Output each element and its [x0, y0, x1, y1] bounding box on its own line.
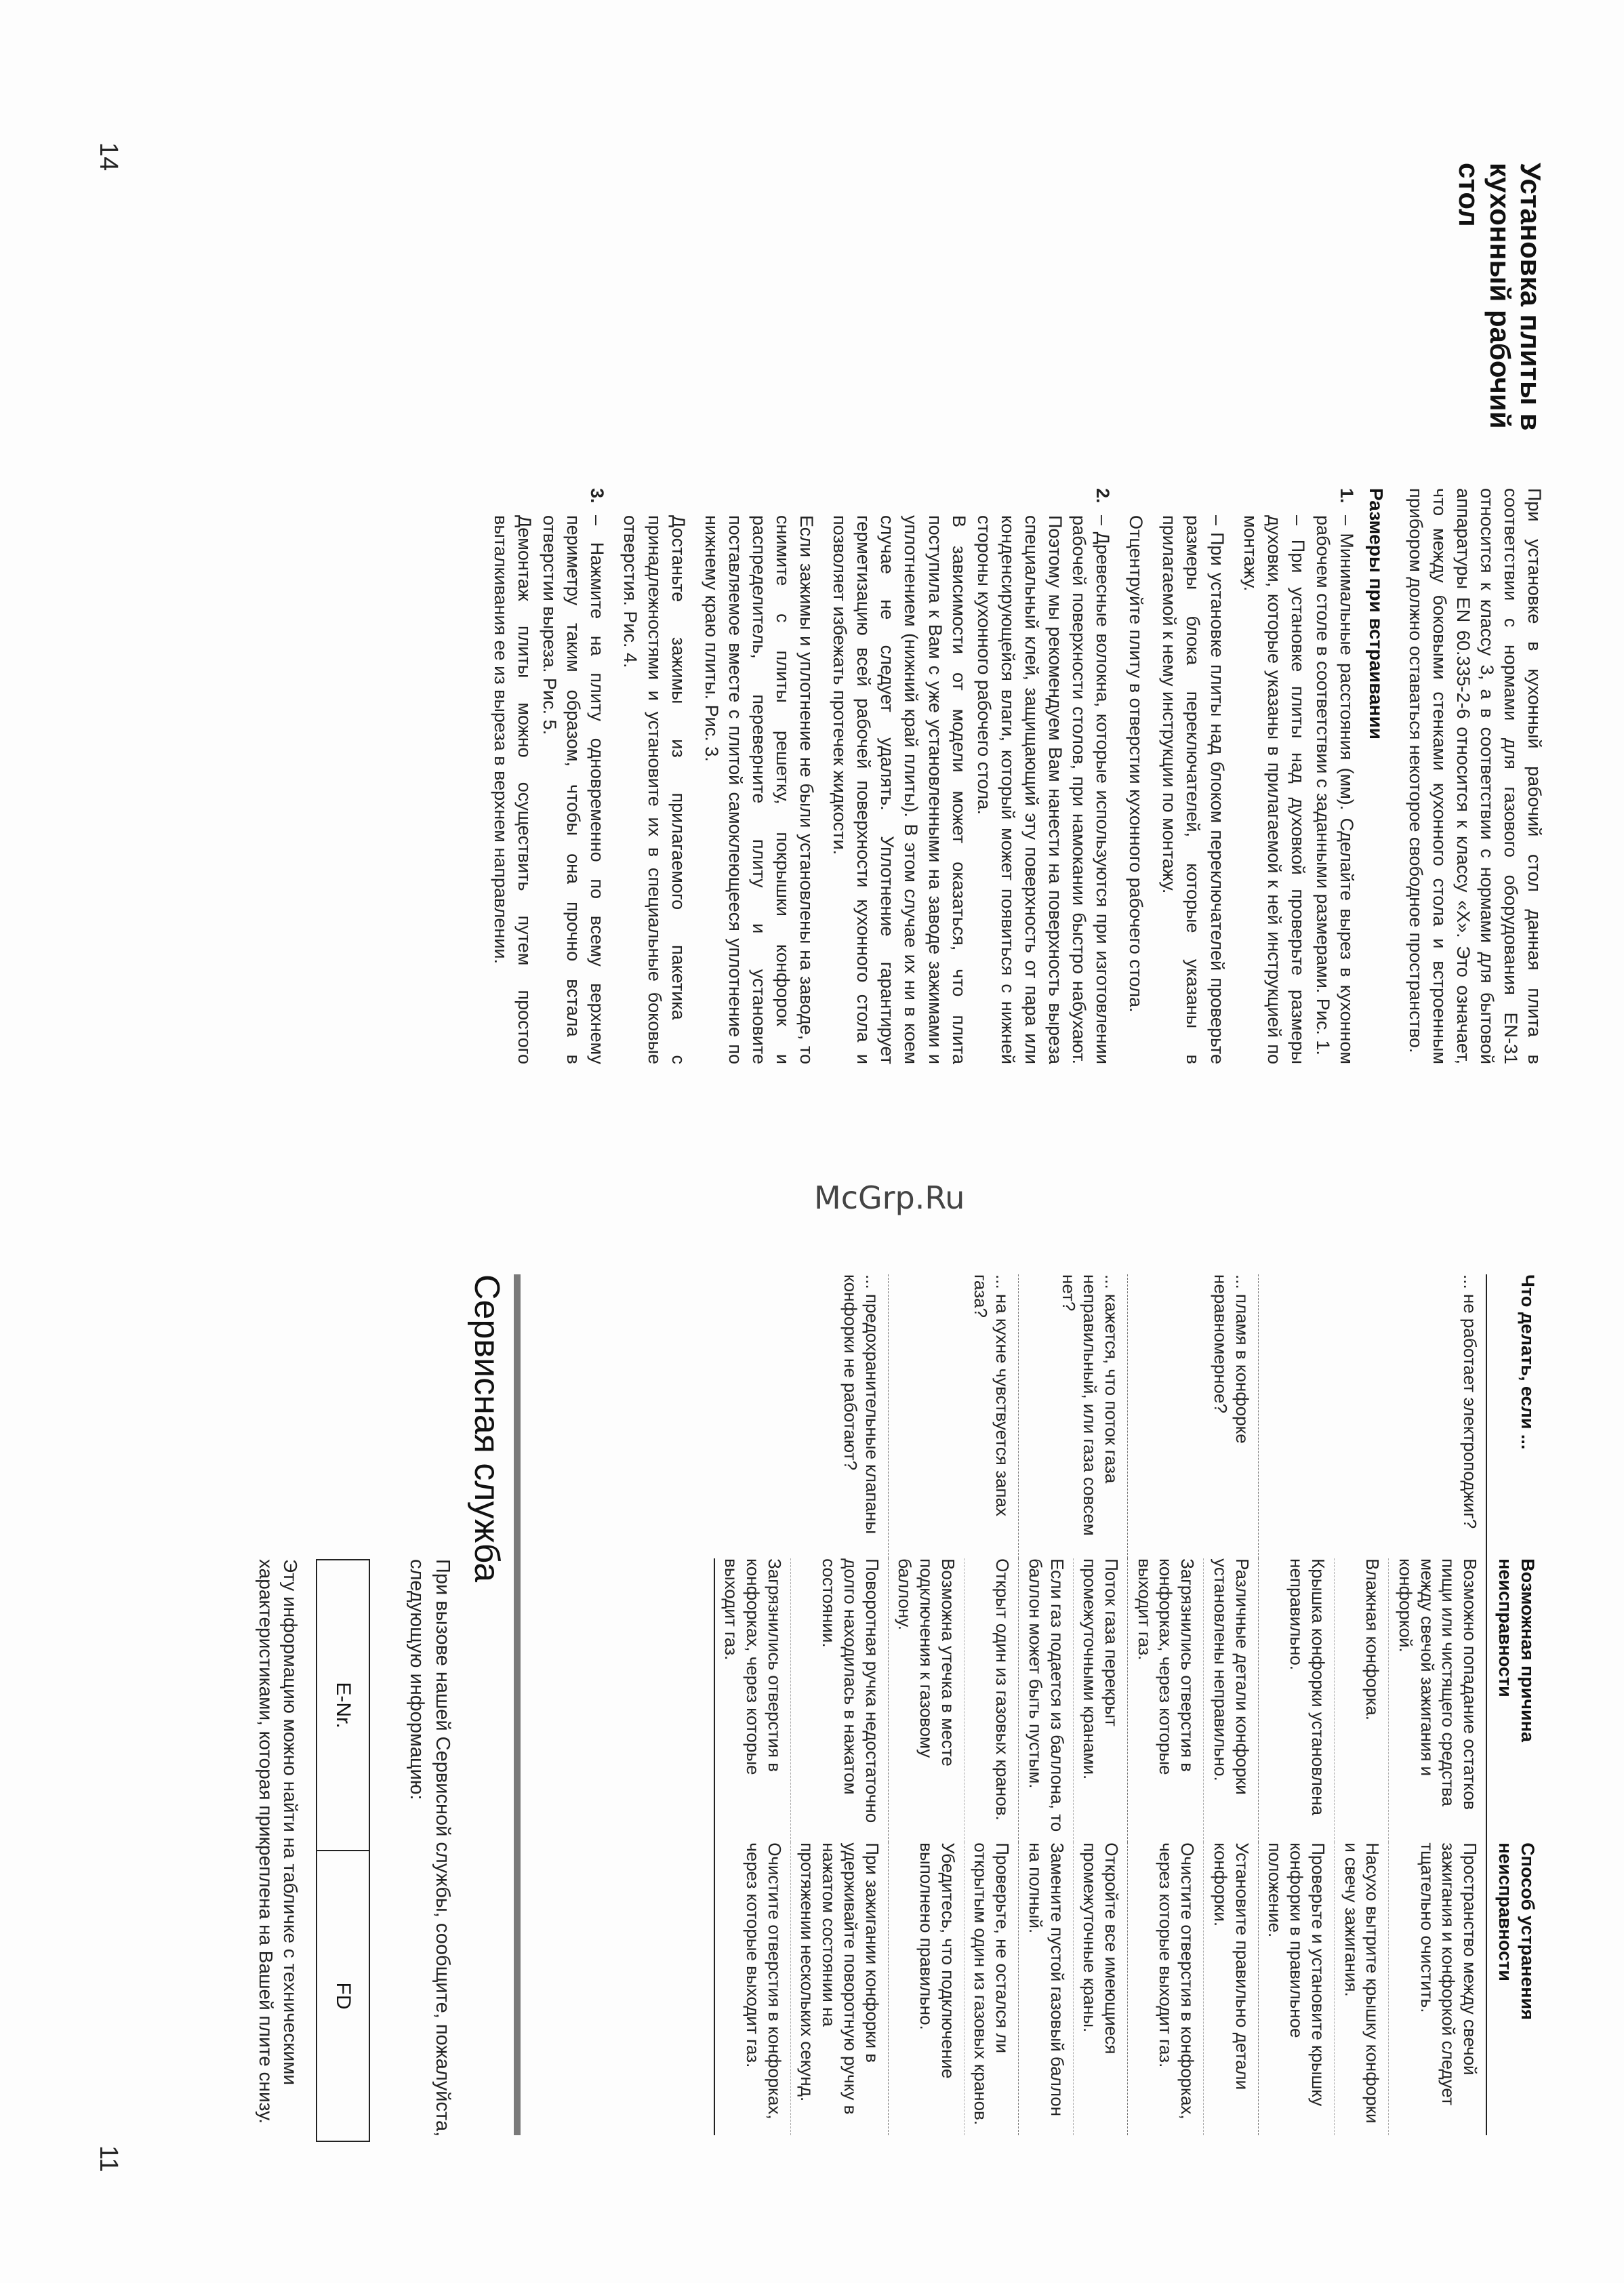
page-number-left: 14	[94, 142, 123, 171]
problem-cell: ... пламя в конфорке неравномерное?	[1128, 1274, 1259, 1558]
step-detail: Достаньте зажимы из прилагаемого пакетика с принадлежностями и установите их в специальные боковые отверстия. Рис. 4.	[620, 515, 689, 1064]
step-detail: Если зажимы и уплотнение не были установлены на заводе, то снимите с плиты решетку, покрышки конфорок и распределитель, переверните плиту и установите поставляемое вместе с плитой самоклеющееся уплотнение по нижнему краю плиты. Рис. 3.	[701, 515, 817, 1064]
cause-cell: Загрязнились отверстия в конфорках, через которые выходит газ.	[1128, 1558, 1204, 1842]
step-text: – Нажмите на плиту одновременно по всему верхнему периметру таким образом, чтобы она прочно встала в отверстии выреза. Рис. 5.	[540, 515, 608, 1064]
cause-cell: Открыт один из газовых кранов.	[964, 1558, 1018, 1842]
installation-intro: При установке в кухонный рабочий стол данная плита в соответствии с нормами для газового оборудования EN-31 относится к классу 3, а в соответствии с нормами для бытовой аппаратуры EN 60.335-2-6 относится к классу «X». Это означает, что между боковыми стенками кухонного стола и встроенным прибором должно оставаться некоторое свободное пространство.	[1405, 488, 1545, 1064]
table-row	[1073, 1274, 1127, 2135]
troubleshooting-table	[714, 1274, 1543, 2135]
remedy-cell: Убедитесь, что подключение выполнено правильно.	[888, 1842, 964, 2135]
cause-cell: Различные детали конфорки установлены неправильно.	[1204, 1558, 1258, 1842]
page-number-right: 11	[94, 2145, 123, 2173]
service-field-fd: FD	[317, 1850, 369, 2141]
problem-cell: ... не работает электроподжиг?	[1258, 1274, 1486, 1558]
remedy-cell: Очистите отверстия в конфорках, через которые выходит газ.	[714, 1842, 791, 2135]
step-detail: В зависимости от модели может оказаться, что плита поступила к Вам с уже установленными на заводе зажимами и уплотнением (нижний край плиты). В этом случае их ни в коем случае не следует удалять. Уплотнение гарантирует герметизацию всей рабочей поверхности кухонного стола и позволяет избежать протечек жидкости.	[830, 515, 969, 1064]
table-row	[1389, 1274, 1486, 2135]
step-detail: – При установке плиты над духовкой проверьте размеры духовки, которые указаны в прилагаемой к ней инструкцией по монтажу.	[1240, 515, 1308, 1064]
remedy-cell: Замените пустой газовый баллон на полный.	[1019, 1842, 1073, 2135]
remedy-cell: Проверьте и установите крышку конфорки в правильное положение.	[1258, 1842, 1334, 2135]
cause-cell: Поворотная ручка недостаточно долго находилась в нажатом состоянии.	[790, 1558, 888, 1842]
cause-cell: Возможно попадание остатков пищи или чистящего средства между свечой зажигания и конфоркой.	[1389, 1558, 1486, 1842]
step-detail: Отцентруйте плиту в отверстии кухонного рабочего стола.	[1126, 515, 1147, 1013]
step-number: 2.	[1093, 488, 1114, 504]
dimensions-heading: Размеры при встраивании	[1366, 488, 1387, 740]
step-3	[537, 488, 609, 1064]
step-text: – Древесные волокна, которые используются при изготовлении рабочей поверхности столов, при намокании быстро набухают. Поэтому мы рекомендуем Вам нанести на поверхность выреза специальный клей, защищающий эту поверхность от пара или конденсирующейся влаги, который может появиться с нижней стороны кухонного рабочего стола.	[973, 515, 1114, 1064]
remedy-cell: Откройте все имеющиеся промежуточные краны.	[1073, 1842, 1127, 2135]
table-header-row	[1486, 1274, 1543, 2135]
step-3-details	[489, 515, 536, 1064]
problem-cell: ... кажется, что поток газа неправильный, или газа совсем нет?	[1019, 1274, 1128, 1558]
cause-cell: Влажная конфорка.	[1334, 1558, 1388, 1842]
column-header: Возможная причина неисправности	[1486, 1558, 1543, 1842]
table-row	[964, 1274, 1018, 2135]
section-divider	[514, 1274, 521, 2135]
section-title-service: Сервисная служба	[467, 1274, 506, 1583]
remedy-cell: Очистите отверстия в конфорках, через которые выходит газ.	[1128, 1842, 1204, 2135]
problem-cell: ... предохранительные клапаны конфорки не работают?	[714, 1274, 889, 1558]
table-row	[1204, 1274, 1258, 2135]
watermark-text: McGrp.Ru	[814, 1179, 965, 1216]
step-2	[972, 488, 1115, 1064]
service-intro: При вызове нашей Сервисной службы, сообщите, пожалуйста, следующую информацию:	[406, 1559, 453, 2137]
step-number: 3.	[587, 488, 608, 504]
cause-cell: Возможна утечка в месте подключения к газовому баллону.	[888, 1558, 964, 1842]
table-row	[790, 1274, 888, 2135]
column-header: Способ устранения неисправности	[1486, 1842, 1543, 2135]
cause-cell: Крышка конфорки установлена неправильно.	[1258, 1558, 1334, 1842]
remedy-cell: Пространство между свечой зажигания и конфоркой следует тщательно очистить.	[1389, 1842, 1486, 2135]
step-2-details	[618, 515, 970, 1064]
service-field-enr: E-Nr.	[332, 1682, 354, 1729]
step-detail: Демонтаж плиты можно осуществить путем простого выталкивания ее из выреза в верхнем направлении.	[490, 515, 535, 1064]
cause-cell: Если газ подается из баллона, то баллон может быть пустым.	[1019, 1558, 1073, 1842]
remedy-cell: Установите правильно детали конфорки.	[1204, 1842, 1258, 2135]
remedy-cell: Насухо вытрите крышку конфорки и свечу зажигания.	[1334, 1842, 1388, 2135]
cause-cell: Поток газа перекрыт промежуточными кранами.	[1073, 1558, 1127, 1842]
step-number: 1.	[1337, 488, 1358, 504]
section-title-installation: Установка плиты в кухонный рабочий стол	[1453, 163, 1547, 431]
problem-cell: ... на кухне чувствуется запах газа?	[888, 1274, 1019, 1558]
step-detail: – При установке плиты над блоком переключателей проверьте размеры блока переключателей, которые указаны в прилагаемой к нему инструкции по монтажу.	[1159, 515, 1227, 1064]
step-1-details	[1124, 515, 1310, 1064]
step-text: – Минимальные расстояния (мм). Сделайте вырез в кухонном рабочем столе в соответствии с заданными размерами. Рис. 1.	[1312, 515, 1358, 1064]
service-note: Эту информацию можно найти на табличке с техническими характеристиками, которая прикреплена на Вашей плите снизу.	[256, 1559, 301, 2124]
cause-cell: Загрязнились отверстия в конфорках, через которые выходит газ.	[714, 1558, 791, 1842]
column-header: Что делать, если ...	[1486, 1274, 1543, 1558]
remedy-cell: При зажигании конфорки в удерживайте поворотную ручку в нажатом состоянии на протяжении нескольких секунд.	[790, 1842, 888, 2135]
service-info-box	[316, 1559, 370, 2142]
remedy-cell: Проверьте, не остался ли открытым один из газовых кранов.	[964, 1842, 1018, 2135]
installation-text	[479, 488, 1546, 1064]
step-1	[1311, 488, 1358, 1064]
